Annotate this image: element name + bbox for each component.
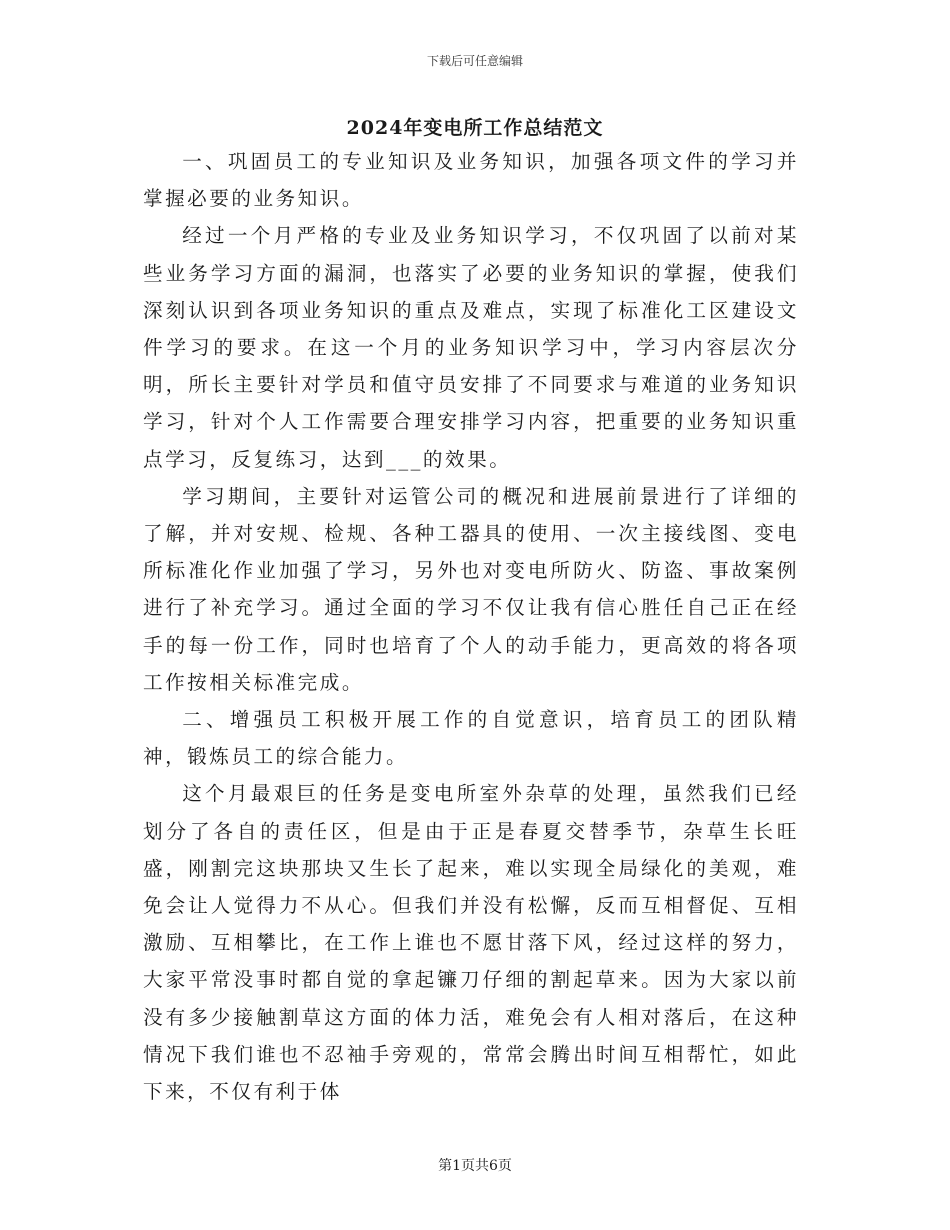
paragraph: 这个月最艰巨的任务是变电所室外杂草的处理，虽然我们已经划分了各自的责任区，但是由于正是春夏交替季节，杂草生长旺盛，刚割完这块那块又生长了起来，难以实现全局绿化的美观，难免会让人觉得力不从心。但我们并没有松懈，反而互相督促、互相激励、互相攀比，在工作上谁也不愿甘落下风，经过这样的努力，大家平常没事时都自觉的拿起镰刀仔细的割起草来。因为大家以前没有多少接触割草这方面的体力活，难免会有人相对落后，在这种情况下我们谁也不忍袖手旁观的，常常会腾出时间互相帮忙，如此下来，不仅有利于体	[143, 782, 799, 1104]
paragraph: 学习期间，主要针对运管公司的概况和进展前景进行了详细的了解，并对安规、检规、各种工器具的使用、一次主接线图、变电所标准化作业加强了学习，另外也对变电所防火、防盗、事故案例进行了补充学习。通过全面的学习不仅让我有信心胜任自己正在经手的每一份工作，同时也培育了个人的动手能力，更高效的将各项工作按相关标准完成。	[143, 484, 799, 694]
page-header: 下载后可任意编辑	[426, 54, 523, 68]
paragraph: 经过一个月严格的专业及业务知识学习，不仅巩固了以前对某些业务学习方面的漏洞，也落实了必要的业务知识的掌握，使我们深刻认识到各项业务知识的重点及难点，实现了标准化工区建设文件学习的要求。在这一个月的业务知识学习中，学习内容层次分明，所长主要针对学员和值守员安排了不同要求与难道的业务知识学习，针对个人工作需要合理安排学习内容，把重要的业务知识重点学习，反复练习，达到___的效果。	[143, 224, 799, 471]
page-footer: 第1页共6页	[438, 1158, 512, 1174]
document-title: 2024年变电所工作总结范文	[346, 117, 604, 139]
paragraph: 二、增强员工积极开展工作的自觉意识，培育员工的团队精神，锻炼员工的综合能力。	[143, 708, 799, 769]
document-body	[143, 143, 799, 1110]
paragraph: 一、巩固员工的专业知识及业务知识，加强各项文件的学习并掌握必要的业务知识。	[143, 150, 799, 211]
